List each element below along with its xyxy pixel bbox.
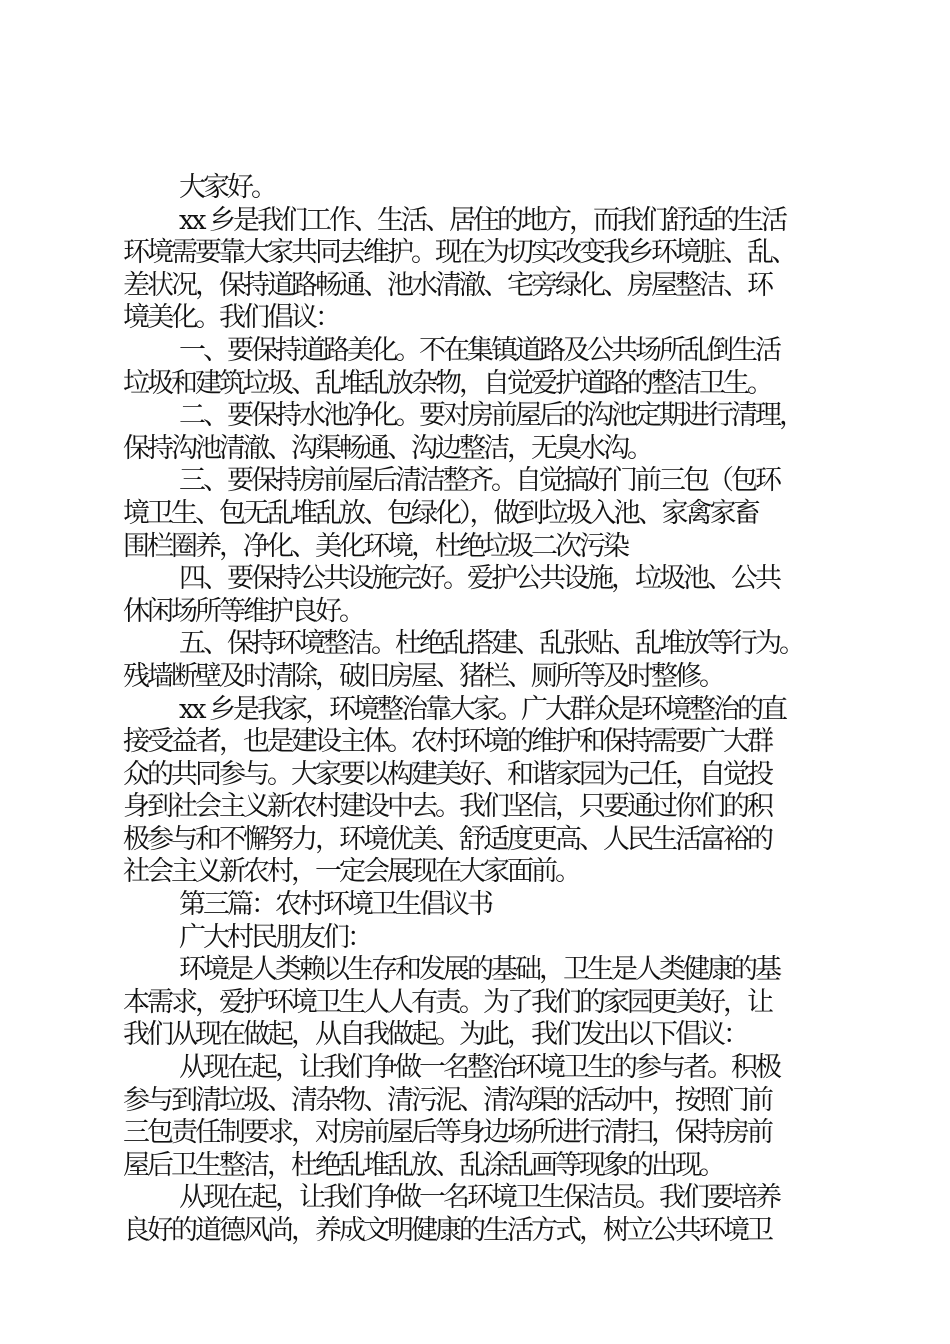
text-line: 三、要保持房前屋后清洁整齐。自觉搞好门前三包（包环 xyxy=(179,465,779,497)
text-line: 三包责任制要求，对房前屋后等身边场所进行清扫，保持房前 xyxy=(123,1117,771,1149)
text-line: 众的共同参与。大家要以构建美好、和谐家园为己任，自觉投 xyxy=(123,758,771,790)
text-line: 休闲场所等维护良好。 xyxy=(123,595,363,627)
salutation: 广大村民朋友们： xyxy=(179,921,371,953)
text-line: 保持沟池清澈、沟渠畅通、沟边整洁，无臭水沟。 xyxy=(123,432,651,464)
text-line: 垃圾和建筑垃圾、乱堆乱放杂物，自觉爱护道路的整洁卫生。 xyxy=(123,367,771,399)
text-line: 从现在起，让我们争做一名整治环境卫生的参与者。积极 xyxy=(179,1052,779,1084)
text-line: 残墙断壁及时清除，破旧房屋、猪栏、厕所等及时整修。 xyxy=(123,660,723,692)
text-line: 我们从现在做起，从自我做起。为此，我们发出以下倡议： xyxy=(123,1019,747,1051)
text-line: 从现在起，让我们争做一名环境卫生保洁员。我们要培养 xyxy=(179,1182,779,1214)
text-line: 围栏圈养，净化、美化环境，杜绝垃圾二次污染 xyxy=(123,530,627,562)
text-line: 差状况，保持道路畅通、池水清澈、宅旁绿化、房屋整洁、环 xyxy=(123,269,771,301)
text-line: 大家好。 xyxy=(179,172,275,203)
text-line: 二、要保持水池净化。要对房前屋后的沟池定期进行清理， xyxy=(179,400,803,432)
text-line: 一、要保持道路美化。不在集镇道路及公共场所乱倒生活 xyxy=(179,334,779,366)
text-line: 五、保持环境整洁。杜绝乱搭建、乱张贴、乱堆放等行为。 xyxy=(179,628,803,660)
text-line: 境美化。我们倡议： xyxy=(123,302,339,334)
text-line: 身到社会主义新农村建设中去。我们坚信，只要通过你们的积 xyxy=(123,791,771,823)
text-line: xx 乡是我家，环境整治靠大家。广大群众是环境整治的直 xyxy=(179,693,786,725)
document-body xyxy=(123,172,833,1248)
text-line: 环境是人类赖以生存和发展的基础，卫生是人类健康的基 xyxy=(179,954,779,986)
text-line: 良好的道德风尚，养成文明健康的生活方式，树立公共环境卫 xyxy=(123,1215,771,1246)
text-line: 屋后卫生整洁，杜绝乱堆乱放、乱涂乱画等现象的出现。 xyxy=(123,1149,723,1181)
text-line: 社会主义新农村，一定会展现在大家面前。 xyxy=(123,856,579,888)
text-line: 极参与和不懈努力，环境优美、舒适度更高、人民生活富裕的 xyxy=(123,823,771,855)
text-line: xx 乡是我们工作、生活、居住的地方，而我们舒适的生活 xyxy=(179,204,786,236)
text-line: 境卫生、包无乱堆乱放、包绿化），做到垃圾入池、家禽家畜 xyxy=(123,497,758,529)
text-line: 参与到清垃圾、清杂物、清污泥、清沟渠的活动中，按照门前 xyxy=(123,1084,771,1116)
text-line: 环境需要靠大家共同去维护。现在为切实改变我乡环境脏、乱、 xyxy=(123,237,795,269)
text-line: 接受益者，也是建设主体。农村环境的维护和保持需要广大群 xyxy=(123,726,771,758)
text-line: 四、要保持公共设施完好。爱护公共设施，垃圾池、公共 xyxy=(179,563,779,595)
section-heading: 第三篇：农村环境卫生倡议书 xyxy=(179,889,491,921)
text-line: 本需求，爱护环境卫生人人有责。为了我们的家园更美好，让 xyxy=(123,986,771,1018)
